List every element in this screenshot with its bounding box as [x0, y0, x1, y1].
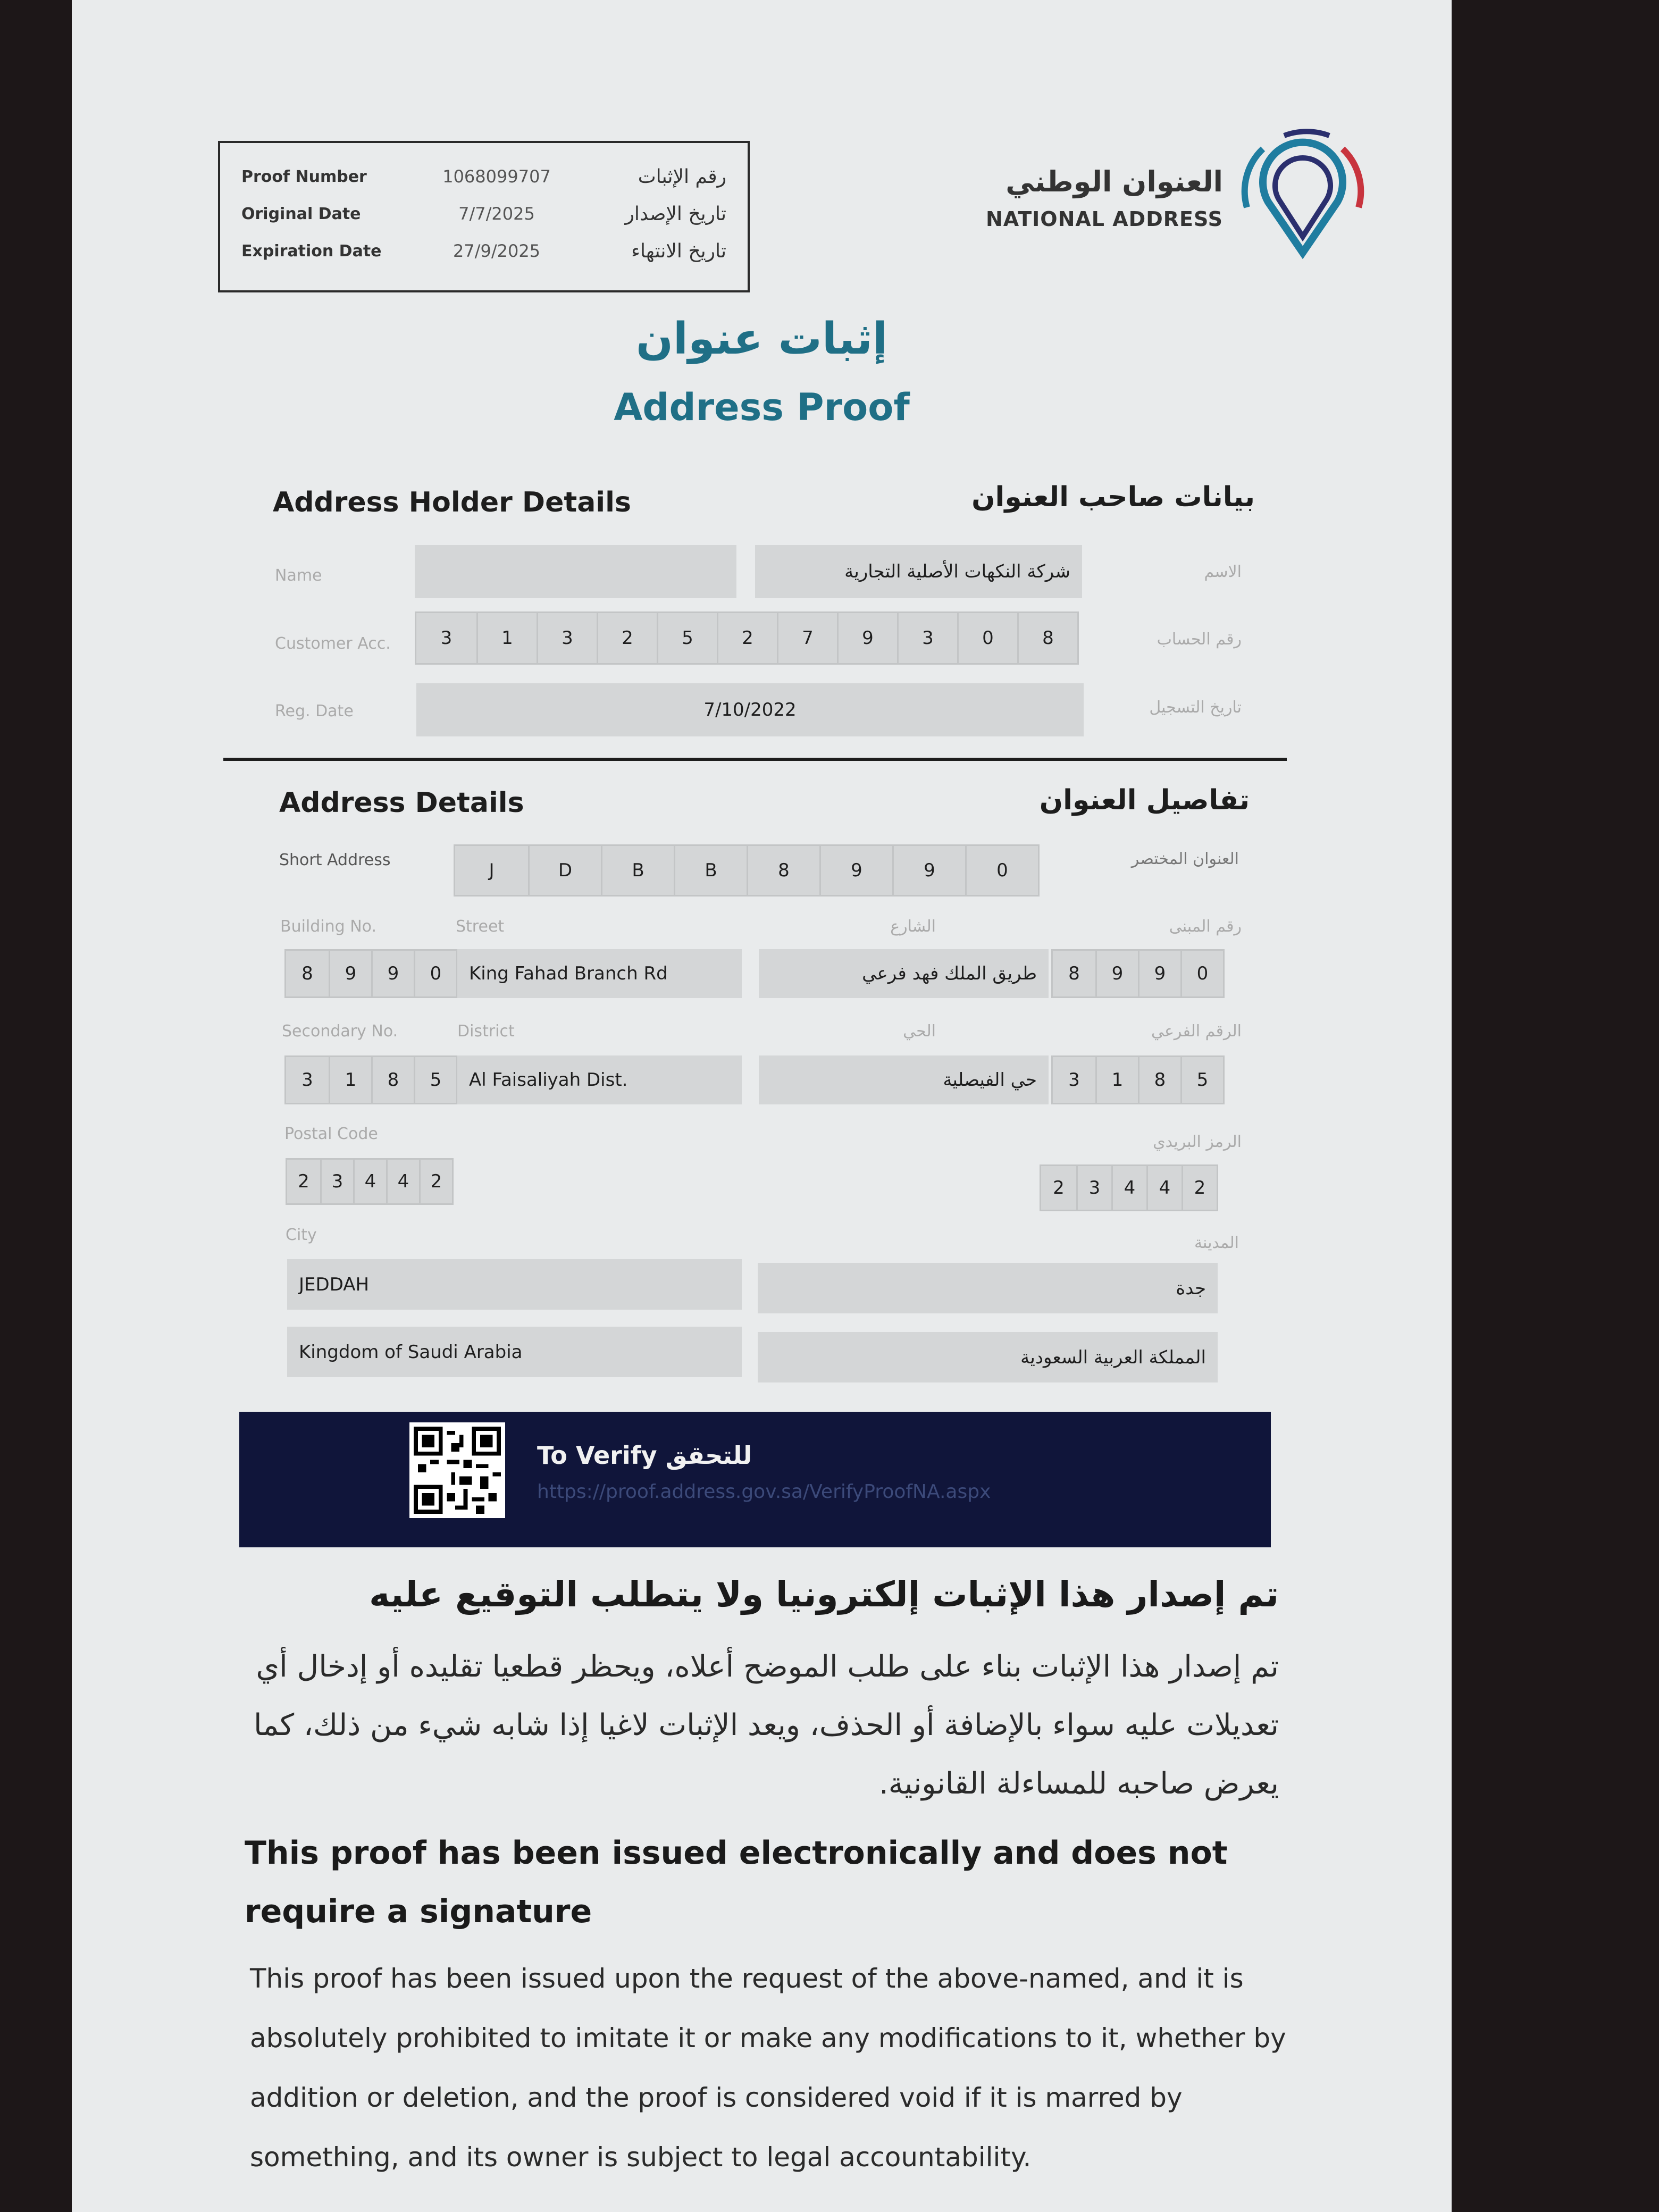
street-label-ar: الشارع: [890, 917, 936, 936]
account-digit: 9: [837, 613, 897, 663]
verify-url-link[interactable]: https://proof.address.gov.sa/VerifyProofNA.aspx: [537, 1481, 991, 1503]
postal-digit: 3: [1076, 1166, 1111, 1210]
building-label-ar: رقم المبنى: [1169, 917, 1242, 936]
expiration-date-row: [241, 232, 726, 270]
building-digit: 8: [301, 963, 313, 984]
account-digit: 5: [657, 613, 717, 663]
district-field-en: Al Faisaliyah Dist.: [457, 1055, 742, 1104]
short-address-char: B: [674, 846, 747, 895]
holder-heading-ar: بيانات صاحب العنوان: [971, 481, 1255, 513]
building-digit: 0: [414, 951, 456, 996]
building-number-cells-ar: [1051, 949, 1225, 998]
account-digit: 0: [957, 613, 1017, 663]
title-ar: إثبات عنوان: [635, 314, 888, 364]
notice-body-ar: تم إصدار هذا الإثبات بناء على طلب الموضح أعلاه، ويحظر قطعيا تقليده أو إدخال أي تعديلات عليه سواء بالإضافة أو الحذف، ويعد الإثبات لاغيا إذا شابه شيء من ذلك، كما يعرض صاحبه للمساءلة القانونية.: [254, 1649, 1279, 1801]
building-digit: 9: [1095, 951, 1138, 996]
notice-body-en: This proof has been issued upon the request of the above-named, and it is absolutely prohibited to imitate it or make any modifications to it, whether by addition or deletion, and the proof is considered void if it is marred by something, and its owner is subject to legal accountability.: [250, 1963, 1286, 2173]
national-address-logo: [923, 128, 1369, 271]
building-digit: 9: [371, 951, 414, 996]
account-digit: 3: [537, 613, 597, 663]
city-field-ar: جدة: [758, 1263, 1218, 1313]
secondary-number-cells-en: [284, 1055, 458, 1104]
short-address-char: D: [528, 846, 601, 895]
verify-title: To Verify للتحقق: [537, 1441, 752, 1470]
reg-date-label-en: Reg. Date: [275, 702, 354, 720]
short-address-cells: [454, 844, 1040, 896]
postal-digit: 4: [1111, 1166, 1146, 1210]
short-address-char: 9: [819, 846, 892, 895]
city-field-en: JEDDAH: [287, 1259, 742, 1310]
name-label-en: Name: [275, 566, 322, 585]
short-address-label-ar: العنوان المختصر: [1131, 850, 1239, 868]
building-digit: 9: [329, 951, 371, 996]
postal-code-cells-en: [286, 1158, 454, 1205]
postal-digit: 2: [1182, 1166, 1217, 1210]
expiration-date-value: 27/9/2025: [453, 241, 541, 261]
building-number-cells-en: [284, 949, 458, 998]
short-address-char: J: [489, 860, 495, 881]
address-proof-document: [72, 0, 1452, 2212]
expiration-date-label-ar: تاريخ الانتهاء: [631, 240, 726, 262]
account-label-ar: رقم الحساب: [1157, 630, 1242, 649]
postal-digit: 2: [298, 1171, 309, 1192]
secondary-digit: 8: [371, 1057, 414, 1103]
street-label-en: Street: [456, 917, 505, 936]
secondary-digit: 1: [329, 1057, 371, 1103]
name-field-ar: شركة النكهات الأصلية التجارية: [755, 545, 1082, 598]
secondary-digit: 5: [414, 1057, 456, 1103]
district-label-en: District: [457, 1022, 515, 1041]
account-digit: 3: [897, 613, 957, 663]
secondary-digit: 1: [1095, 1057, 1138, 1103]
postal-digit: 2: [419, 1160, 452, 1203]
location-pin-icon: [1236, 128, 1369, 266]
secondary-digit: 5: [1180, 1057, 1223, 1103]
address-heading-en: Address Details: [279, 787, 524, 819]
postal-digit: 3: [320, 1160, 353, 1203]
short-address-char: 9: [892, 846, 965, 895]
account-number-cells: [415, 611, 1079, 665]
building-digit: 8: [1068, 963, 1080, 984]
postal-digit: 4: [386, 1160, 419, 1203]
name-field-en: [415, 545, 736, 598]
account-digit: 2: [597, 613, 657, 663]
logo-text-ar: العنوان الوطني: [1006, 165, 1223, 198]
country-field-en: Kingdom of Saudi Arabia: [287, 1327, 742, 1377]
original-date-value: 7/7/2025: [458, 204, 535, 224]
account-digit: 8: [1017, 613, 1077, 663]
short-address-char: B: [601, 846, 674, 895]
logo-text-en: NATIONAL ADDRESS: [985, 207, 1223, 231]
title-en: Address Proof: [614, 386, 910, 429]
original-date-row: [241, 195, 726, 232]
notice-heading-en: This proof has been issued electronically and does not require a signature: [245, 1834, 1228, 1930]
account-label-en: Customer Acc.: [275, 634, 391, 653]
proof-number-value: 1068099707: [442, 166, 551, 187]
short-address-char: 8: [747, 846, 819, 895]
proof-info-box: [218, 141, 750, 292]
secondary-digit: 3: [301, 1069, 313, 1091]
secondary-label-en: Secondary No.: [282, 1022, 398, 1041]
holder-heading-en: Address Holder Details: [273, 487, 631, 518]
street-field-ar: طريق الملك فهد فرعي: [759, 949, 1049, 998]
street-field-en: King Fahad Branch Rd: [457, 949, 742, 998]
building-digit: 9: [1138, 951, 1180, 996]
qr-code-icon[interactable]: [409, 1422, 505, 1518]
district-label-ar: الحي: [903, 1022, 936, 1041]
name-label-ar: الاسم: [1204, 563, 1242, 581]
city-label-ar: المدينة: [1194, 1234, 1239, 1252]
proof-number-row: [241, 158, 726, 195]
district-field-ar: حي الفيصلية: [759, 1055, 1049, 1104]
verify-banner: [239, 1412, 1271, 1547]
account-digit: 2: [717, 613, 777, 663]
section-divider: [223, 758, 1287, 761]
original-date-label: Original Date: [241, 204, 361, 223]
postal-label-ar: الرمز البريدي: [1153, 1133, 1242, 1151]
secondary-label-ar: الرقم الفرعي: [1151, 1022, 1242, 1041]
building-digit: 0: [1180, 951, 1223, 996]
account-digit: 1: [476, 613, 537, 663]
reg-date-label-ar: تاريخ التسجيل: [1149, 698, 1242, 717]
country-field-ar: المملكة العربية السعودية: [758, 1332, 1218, 1382]
secondary-digit: 8: [1138, 1057, 1180, 1103]
secondary-digit: 3: [1068, 1069, 1080, 1091]
reg-date-field: 7/10/2022: [416, 683, 1084, 736]
proof-number-label: Proof Number: [241, 167, 367, 186]
expiration-date-label: Expiration Date: [241, 241, 382, 261]
postal-label-en: Postal Code: [284, 1125, 378, 1143]
short-address-label-en: Short Address: [279, 851, 391, 869]
short-address-char: 0: [965, 846, 1038, 895]
proof-number-label-ar: رقم الإثبات: [638, 165, 726, 188]
postal-code-cells-ar: [1040, 1164, 1218, 1211]
postal-digit: 4: [1146, 1166, 1182, 1210]
account-digit: 7: [777, 613, 837, 663]
city-label-en: City: [286, 1226, 317, 1244]
notice-heading-ar: تم إصدار هذا الإثبات إلكترونيا ولا يتطلب التوقيع عليه: [369, 1574, 1279, 1615]
postal-digit: 4: [353, 1160, 386, 1203]
postal-digit: 2: [1053, 1177, 1065, 1199]
building-label-en: Building No.: [280, 917, 377, 936]
address-heading-ar: تفاصيل العنوان: [1039, 784, 1250, 816]
account-digit: 3: [440, 627, 453, 649]
secondary-number-cells-ar: [1051, 1055, 1225, 1104]
original-date-label-ar: تاريخ الإصدار: [625, 203, 726, 225]
